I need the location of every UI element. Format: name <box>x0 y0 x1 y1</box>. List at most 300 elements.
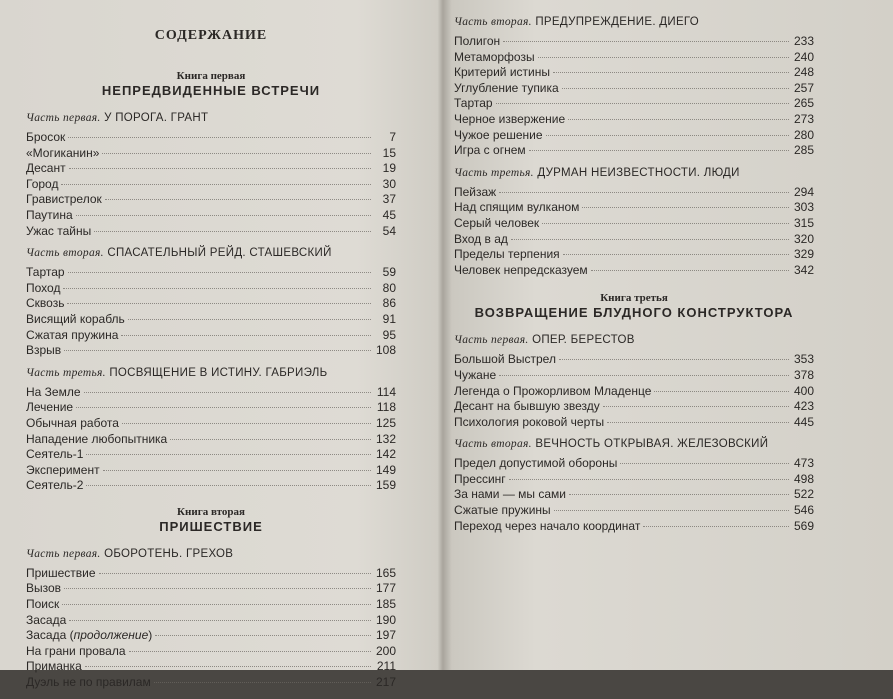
entry-title <box>26 385 81 401</box>
entry-title-text: Большой Выстрел <box>454 352 556 367</box>
page-number: 546 <box>793 503 814 518</box>
dot-leader <box>503 41 789 42</box>
part-heading <box>26 247 396 259</box>
toc-entry <box>454 415 814 431</box>
part-label: Часть первая. <box>26 547 101 560</box>
part-name: У ПОРОГА. ГРАНТ <box>104 112 209 124</box>
entry-title-text: Сжатая пружина <box>26 327 119 342</box>
toc-entry <box>26 675 396 691</box>
toc-entry <box>26 400 396 416</box>
dot-leader <box>68 137 371 138</box>
toc-entry <box>26 581 396 597</box>
toc-entry <box>26 416 396 432</box>
entry-title <box>26 597 59 613</box>
page-number: 445 <box>793 414 814 429</box>
dot-leader <box>643 526 789 527</box>
dot-leader <box>129 651 372 652</box>
book-heading <box>26 70 396 98</box>
entry-title <box>26 566 96 582</box>
part-heading <box>26 112 396 124</box>
dot-leader <box>620 463 789 464</box>
dot-leader <box>99 573 371 574</box>
part-label: Часть первая. <box>454 334 529 347</box>
dot-leader <box>86 485 371 486</box>
part-label: Часть третья. <box>454 166 534 179</box>
dot-leader <box>553 72 789 73</box>
page-number: 285 <box>793 143 814 158</box>
part-label: Часть первая. <box>26 112 101 124</box>
part-name: ПРЕДУПРЕЖДЕНИЕ. ДИЕГО <box>535 16 700 28</box>
page-number: 423 <box>793 399 814 414</box>
left-page-content <box>26 24 396 699</box>
toc-entry <box>26 613 396 629</box>
dot-leader <box>64 350 371 351</box>
entry-title-text: Тартар <box>26 265 65 280</box>
dot-leader <box>496 103 789 104</box>
entry-title <box>26 312 125 328</box>
part-heading <box>26 548 396 560</box>
entry-title <box>26 328 118 344</box>
entry-title <box>454 216 539 232</box>
dot-leader <box>607 422 789 423</box>
entry-title-text: Серый человек <box>454 215 540 230</box>
toc-entry <box>26 385 396 401</box>
toc-entry <box>454 487 814 503</box>
toc-entry <box>26 130 396 146</box>
toc-entry <box>26 628 396 644</box>
book-name: ПРИШЕСТВИЕ <box>159 518 263 534</box>
entry-title-text: Человек непредсказуем <box>454 262 588 277</box>
dot-leader <box>69 620 371 621</box>
entry-title <box>454 503 551 519</box>
dot-leader <box>61 184 371 185</box>
dot-leader <box>499 192 789 193</box>
page-number: 149 <box>375 462 396 477</box>
toc-entry <box>26 566 396 582</box>
page-number: 190 <box>375 612 396 627</box>
toc-entry <box>26 597 396 613</box>
dot-leader <box>542 223 789 224</box>
entry-title <box>454 232 508 248</box>
entry-title <box>454 263 588 279</box>
dot-leader <box>509 479 789 480</box>
toc-entry <box>454 247 814 263</box>
toc-list <box>454 352 814 430</box>
dot-leader <box>155 635 371 636</box>
entry-title-text: Пределы терпения <box>454 247 560 262</box>
entry-title <box>454 81 559 97</box>
entry-title-text: Засада <box>26 612 67 627</box>
contents-title: СОДЕРЖАНИЕ <box>154 28 268 43</box>
entry-title-text: Вызов <box>26 581 62 596</box>
entry-title-text: Легенда о Прожорливом Младенце <box>454 383 652 398</box>
entry-title-text: Над спящим вулканом <box>454 200 580 215</box>
part-name: ПОСВЯЩЕНИЕ В ИСТИНУ. ГАБРИЭЛЬ <box>109 366 328 379</box>
entry-title-text: Чужане <box>454 367 497 382</box>
dot-leader <box>68 272 371 273</box>
entry-title <box>26 416 119 432</box>
page-number: 233 <box>793 34 814 48</box>
page-number: 522 <box>793 487 814 502</box>
entry-title <box>454 352 556 368</box>
page-number: 45 <box>382 207 396 222</box>
entry-title <box>454 472 506 488</box>
entry-title <box>454 368 496 384</box>
toc-entry <box>26 659 396 675</box>
book-label: Книга первая <box>176 70 246 82</box>
parts-container <box>26 548 396 691</box>
page-number: 132 <box>375 431 396 446</box>
dot-leader <box>94 231 371 232</box>
entry-title <box>26 581 61 597</box>
dot-leader <box>529 150 789 151</box>
toc-entry <box>26 447 396 463</box>
book-heading <box>454 292 814 320</box>
entry-title-text: На грани провала <box>26 643 126 658</box>
entry-title <box>454 456 617 472</box>
parts-container <box>454 334 814 534</box>
dot-leader <box>568 119 789 120</box>
book-label: Книга третья <box>600 292 668 305</box>
entry-title <box>26 675 151 691</box>
dot-leader <box>102 153 371 154</box>
entry-title-text: Лечение <box>26 400 74 415</box>
page-number: 95 <box>382 327 396 342</box>
entry-title <box>454 143 526 159</box>
entry-title-text: Переход через начало координат <box>454 518 641 533</box>
page-number: 315 <box>793 215 814 230</box>
dot-leader <box>554 510 789 511</box>
entry-title <box>26 432 167 448</box>
toc-entry <box>26 192 396 208</box>
dot-leader <box>511 239 789 240</box>
entry-title <box>454 487 566 503</box>
entry-title-text: Поиск <box>26 597 60 612</box>
entry-title-text: Десант на бывшую звезду <box>454 399 600 414</box>
book-name: НЕПРЕДВИДЕННЫЕ ВСТРЕЧИ <box>101 83 321 98</box>
dot-leader <box>591 270 789 271</box>
entry-title <box>26 447 83 463</box>
page-number: 211 <box>376 659 396 674</box>
entry-title-text: Пейзаж <box>454 184 497 199</box>
entry-title-text: Игра с огнем <box>454 143 526 158</box>
entry-title <box>26 281 60 297</box>
page-number: 217 <box>375 675 396 690</box>
entry-title <box>26 613 66 629</box>
dot-leader <box>538 57 789 58</box>
entry-title-text: Тартар <box>454 96 493 111</box>
entry-title-text: Взрыв <box>26 343 62 358</box>
dot-leader <box>76 407 371 408</box>
toc-entry <box>26 265 396 281</box>
entry-title <box>26 265 65 281</box>
part-heading <box>454 334 814 346</box>
part-heading <box>454 438 814 450</box>
page-number: 473 <box>793 456 814 471</box>
dot-leader <box>84 392 371 393</box>
toc-entry <box>454 503 814 519</box>
entry-title <box>26 400 73 416</box>
toc-entry <box>26 281 396 297</box>
dot-leader <box>128 319 371 320</box>
page-number: 37 <box>382 192 396 207</box>
dot-leader <box>121 335 371 336</box>
toc-list <box>26 385 396 494</box>
toc-entry <box>454 50 814 66</box>
entry-title-text: Висящий корабль <box>26 311 125 326</box>
dot-leader <box>76 215 371 216</box>
entry-title <box>454 384 651 400</box>
entry-title-text: Полигон <box>454 34 501 48</box>
page-number: 19 <box>382 161 396 176</box>
toc-list <box>454 456 814 534</box>
entry-title <box>454 247 560 263</box>
entry-title <box>26 146 99 162</box>
toc-entry <box>454 34 814 50</box>
entry-title <box>454 415 604 431</box>
page-number: 165 <box>375 565 396 580</box>
entry-title <box>454 50 535 66</box>
page-number: 265 <box>793 96 814 111</box>
toc-entry <box>26 161 396 177</box>
part-label: Часть вторая. <box>454 16 532 28</box>
page-number: 108 <box>375 343 396 358</box>
toc-entry <box>26 146 396 162</box>
dot-leader <box>499 375 789 376</box>
entry-title-text: «Могиканин» <box>26 145 100 160</box>
entry-title-text: Дуэль не по правилам <box>26 675 151 690</box>
toc-entry <box>454 384 814 400</box>
page-number: 378 <box>793 367 814 382</box>
part-heading <box>454 167 814 179</box>
page-number: 30 <box>382 176 396 191</box>
toc-entry <box>454 456 814 472</box>
page-number: 54 <box>382 223 396 238</box>
dot-leader <box>103 470 371 471</box>
entry-title-text: Нападение любопытника <box>26 431 168 446</box>
toc-entry <box>454 143 814 159</box>
entry-title <box>26 478 83 494</box>
entry-title-text: Метаморфозы <box>454 49 535 64</box>
page-number: 273 <box>793 111 814 126</box>
toc-entry <box>26 296 396 312</box>
entry-title <box>26 177 58 193</box>
toc-entry <box>26 478 396 494</box>
entry-title-text: Город <box>26 176 59 191</box>
page-number: 569 <box>793 518 814 533</box>
dot-leader <box>86 454 371 455</box>
toc-entry <box>454 112 814 128</box>
toc-entry <box>26 208 396 224</box>
dot-leader <box>546 135 790 136</box>
dot-leader <box>67 303 371 304</box>
entry-title-text: Поход <box>26 280 61 295</box>
entry-title <box>26 343 61 359</box>
dot-leader <box>69 168 371 169</box>
dot-leader <box>122 423 371 424</box>
toc-entry <box>454 185 814 201</box>
page-number: 86 <box>382 296 396 311</box>
page-number: 159 <box>375 478 396 493</box>
entry-title-text: Сквозь <box>26 296 65 311</box>
toc-entry <box>26 644 396 660</box>
entry-title-text: Психология роковой черты <box>454 414 605 429</box>
page-number: 320 <box>793 231 814 246</box>
dot-leader <box>63 288 371 289</box>
toc-entry <box>454 519 814 535</box>
page-number: 303 <box>793 200 814 215</box>
toc-entry <box>454 399 814 415</box>
book-label: Книга вторая <box>177 505 245 518</box>
entry-title-text: Сеятель-2 <box>26 478 84 493</box>
entry-title-text: Ужас тайны <box>26 223 92 238</box>
toc-list <box>454 185 814 279</box>
book-heading <box>26 506 396 534</box>
toc-entry <box>454 232 814 248</box>
entry-title-text: Прессинг <box>454 471 506 486</box>
toc-entry <box>454 263 814 279</box>
part-name: ВЕЧНОСТЬ ОТКРЫВАЯ. ЖЕЛЕЗОВСКИЙ <box>535 438 769 451</box>
entry-title <box>454 200 579 216</box>
page-number: 15 <box>382 145 396 160</box>
part-heading <box>26 367 396 379</box>
toc-list <box>26 130 396 239</box>
page-number: 257 <box>793 80 814 95</box>
dot-leader <box>562 88 789 89</box>
dot-leader <box>582 207 789 208</box>
dot-leader <box>654 391 789 392</box>
part-name: ОПЕР. БЕРЕСТОВ <box>532 334 635 347</box>
toc-entry <box>454 81 814 97</box>
entry-title <box>454 185 496 201</box>
toc-list <box>26 265 396 359</box>
entry-title <box>26 130 65 146</box>
entry-title-text: Обычная работа <box>26 415 119 430</box>
entry-title-text: Сжатые пружины <box>454 503 551 518</box>
part-label: Часть вторая. <box>454 438 532 451</box>
part-name: СПАСАТЕЛЬНЫЙ РЕЙД. СТАШЕВСКИЙ <box>107 247 332 260</box>
page-number: 353 <box>793 352 814 367</box>
entry-title <box>26 628 152 644</box>
page-number: 294 <box>793 184 814 199</box>
dot-leader <box>563 254 789 255</box>
toc-entry <box>26 432 396 448</box>
dot-leader <box>603 406 789 407</box>
part-label: Часть третья. <box>26 366 106 379</box>
entry-title-text: Углубление тупика <box>454 80 559 95</box>
toc-entry <box>26 312 396 328</box>
dot-leader <box>62 604 371 605</box>
entry-title <box>26 644 126 660</box>
entry-title-text: Вход в ад <box>454 231 508 246</box>
page-number: 185 <box>375 597 396 612</box>
page-number: 240 <box>793 49 814 64</box>
page-number: 177 <box>375 581 396 596</box>
entry-title-text: За нами — мы сами <box>454 487 567 502</box>
toc-entry <box>454 368 814 384</box>
entry-title-text: Критерий истины <box>454 65 550 80</box>
dot-leader <box>64 588 371 589</box>
toc-list <box>26 566 396 691</box>
page-number: 329 <box>793 247 814 262</box>
page-number: 200 <box>375 643 396 658</box>
entry-title <box>26 296 64 312</box>
entry-title-end: ) <box>148 628 153 643</box>
page-number: 114 <box>376 384 396 399</box>
entry-title-text: Чужое решение <box>454 127 543 142</box>
entry-title <box>454 128 543 144</box>
entry-title-text: Засада ( <box>26 628 74 643</box>
page-number: 125 <box>375 415 396 430</box>
entry-title <box>26 208 73 224</box>
page-number: 400 <box>793 383 814 398</box>
parts-container <box>26 112 396 494</box>
toc-entry <box>26 463 396 479</box>
toc-entry <box>454 128 814 144</box>
entry-title-text: Бросок <box>26 130 66 144</box>
entry-title <box>454 96 493 112</box>
dot-leader <box>85 666 371 667</box>
toc-list <box>454 34 814 159</box>
entry-title <box>26 161 66 177</box>
entry-title-italic: продолжение <box>73 628 149 643</box>
toc-entry <box>454 96 814 112</box>
entry-title-text: Десант <box>26 161 66 176</box>
part-name: ДУРМАН НЕИЗВЕСТНОСТИ. ЛЮДИ <box>537 166 740 179</box>
page-number: 248 <box>793 65 814 80</box>
page-number: 280 <box>793 127 814 142</box>
page-number: 118 <box>376 400 396 415</box>
entry-title-text: Сеятель-1 <box>26 447 84 462</box>
page-number: 342 <box>793 262 814 277</box>
right-page-content <box>454 8 814 542</box>
page-number: 80 <box>382 280 396 295</box>
book-name: ВОЗВРАЩЕНИЕ БЛУДНОГО КОНСТРУКТОРА <box>474 305 794 321</box>
right-page <box>448 0 878 670</box>
toc-entry <box>26 224 396 240</box>
page-number: 7 <box>389 130 396 144</box>
page-number: 498 <box>793 471 814 486</box>
entry-title-text: Черное извержение <box>454 111 566 126</box>
page-number: 197 <box>375 628 396 643</box>
entry-title-text: Эксперимент <box>26 462 100 477</box>
dot-leader <box>569 494 789 495</box>
entry-title-text: На Земле <box>26 384 81 399</box>
entry-title-text: Приманка <box>26 659 82 674</box>
entry-title <box>26 659 82 675</box>
entry-title <box>26 224 91 240</box>
toc-entry <box>26 328 396 344</box>
part-heading <box>454 16 814 28</box>
dot-leader <box>559 359 789 360</box>
toc-entry <box>454 352 814 368</box>
entry-title-text: Гравистрелок <box>26 192 102 207</box>
entry-title <box>26 192 102 208</box>
entry-title <box>454 112 565 128</box>
parts-container <box>454 16 814 278</box>
toc-entry <box>454 65 814 81</box>
toc-entry <box>454 472 814 488</box>
entry-title <box>454 399 600 415</box>
toc-entry <box>454 216 814 232</box>
dot-leader <box>154 682 371 683</box>
toc-entry <box>26 343 396 359</box>
entry-title-text: Предел допустимой обороны <box>454 456 618 471</box>
entry-title-text: Пришествие <box>26 565 96 580</box>
dot-leader <box>105 199 371 200</box>
page-number: 59 <box>382 265 396 280</box>
left-page <box>14 0 422 690</box>
